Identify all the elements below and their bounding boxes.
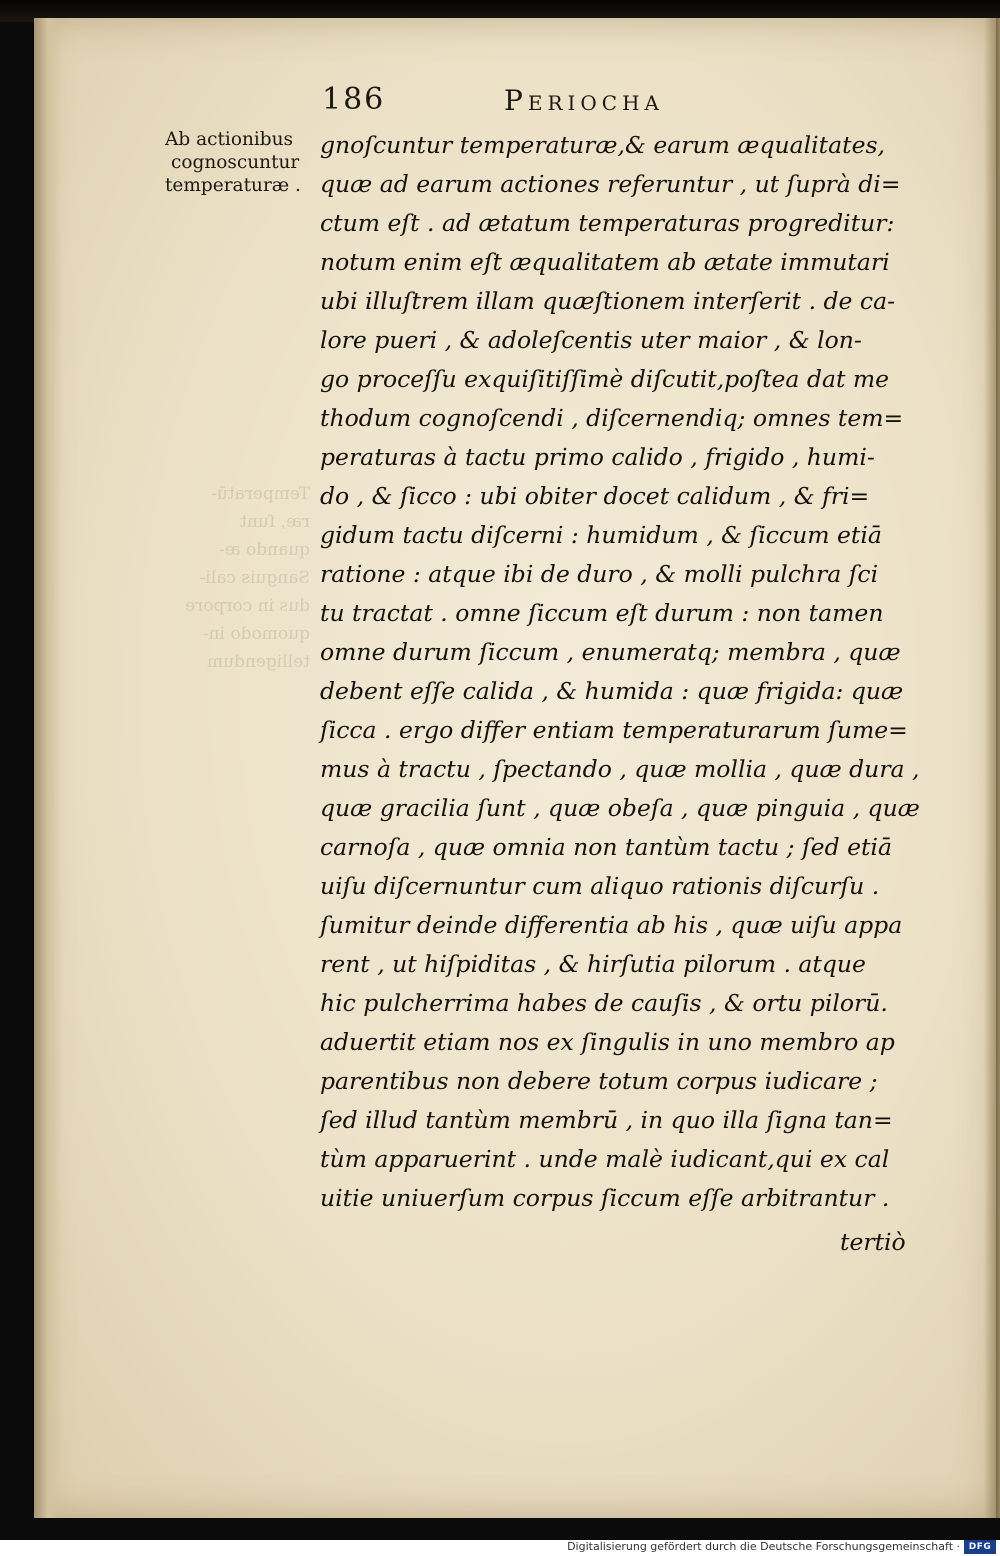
margin-note-line: cognoscuntur [171,152,300,173]
page-number: 186 [322,82,386,117]
text-line: ratione : atque ibi de duro , & molli pulchra ſci [320,560,879,588]
page-right-edge [984,18,1000,1518]
margin-note-line: Ab actionibus [165,129,294,150]
footer-credit: Digitalisierung gefördert durch die Deutsche Forschungsgemeinschaft · [567,1540,960,1553]
text-line: aduertit etiam nos ex ſingulis in uno membro ap [320,1028,895,1056]
page-gutter-shadow [34,18,62,1518]
margin-note-line: temperaturæ . [165,175,301,196]
text-line: uitie uniuerſum corpus ſiccum eſſe arbitrantur . [320,1184,890,1212]
text-line: debent eſſe calida , & humida : quæ frigida: quæ [320,677,904,705]
text-line: carnoſa , quæ omnia non tantùm tactu ; ſed etiā [320,833,892,861]
text-line: quæ ad earum actiones referuntur , ut ſuprà di= [320,170,901,198]
text-line: parentibus non debere totum corpus iudicare ; [320,1067,878,1095]
text-line: uiſu diſcernuntur cum aliquo rationis diſcurſu . [320,872,880,900]
text-line: lore pueri , & adoleſcentis uter maior , & lon- [320,326,862,354]
text-line: thodum cognoſcendi , diſcernendiq; omnes tem= [320,404,904,432]
text-line: quæ gracilia ſunt , quæ obeſa , quæ pinguia , quæ [320,794,920,822]
text-line: go proceſſu exquiſitiſſimè diſcutit,poſtea dat me [320,365,890,393]
running-head [318,78,758,122]
text-line: mus à tractu , ſpectando , quæ mollia , quæ dura , [320,755,920,783]
text-line: notum enim eſt æqualitatem ab ætate immutari [320,248,890,276]
text-line: gidum tactu diſcerni : humidum , & ſiccum etiā [320,521,882,549]
text-line: ctum eſt . ad ætatum temperaturas progreditur: [320,209,895,237]
text-line: omne durum ſiccum , enumeratq; membra , quæ [320,638,901,666]
body-text [320,126,920,1218]
text-line: tùm apparuerint . unde malè iudicant,qui ex cal [320,1145,890,1173]
text-line: peraturas à tactu primo calido , frigido , humi- [320,443,875,471]
dfg-logo-icon: DFG [964,1540,996,1554]
catchword: tertiò [840,1228,906,1256]
text-line: rent , ut hiſpiditas , & hirſutia pilorum . atque [320,950,866,978]
text-line: ubi illuſtrem illam quæſtionem interſerit . de ca- [320,287,896,315]
text-line: ſed illud tantùm membrū , in quo illa ſigna tan= [320,1106,893,1134]
show-through-bleed: Temperatū- ræ, ſunt quando æ- Sanguis cali- dus in corpore quomodo in- telligendum [185,484,310,672]
text-line: do , & ſicco : ubi obiter docet calidum , & fri= [320,482,870,510]
header-title: Periocha [504,84,664,117]
text-line: ſicca . ergo differ entiam temperaturarum ſume= [320,716,908,744]
text-line: ſumitur deinde differentia ab his , quæ uiſu appa [320,911,903,939]
text-line: tu tractat . omne ſiccum eſt durum : non tamen [320,599,884,627]
margin-note [165,128,317,197]
text-line: gnoſcuntur temperaturæ,& earum æqualitates, [320,131,886,159]
text-line: hic pulcherrima habes de cauſis , & ortu pilorū. [320,989,888,1017]
